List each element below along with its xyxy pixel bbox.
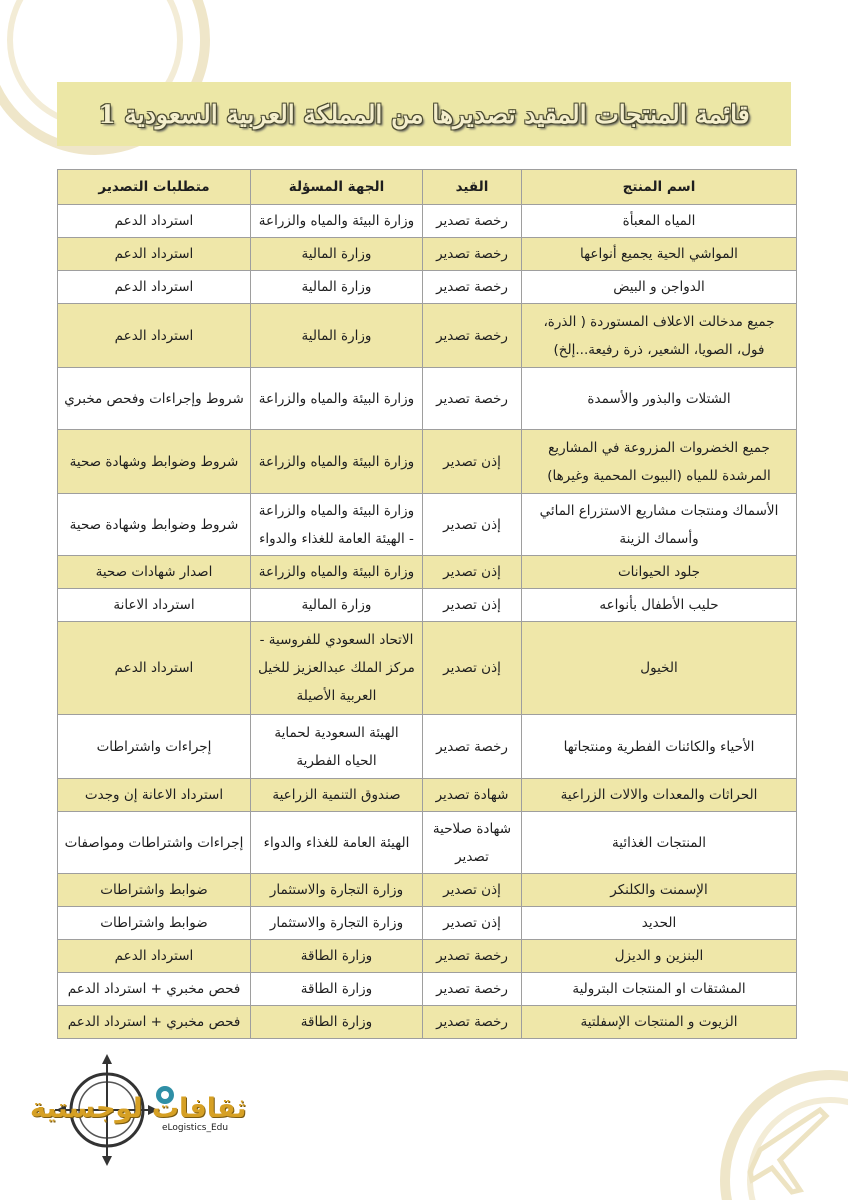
cell-authority: وزارة المالية [251,304,423,368]
table-row [58,238,797,271]
table-row [58,271,797,304]
cell-restriction: رخصة تصدير [423,271,522,304]
cell-product: الشتلات والبذور والأسمدة [522,368,797,430]
table-row [58,940,797,973]
table-row [58,556,797,589]
cell-product: جميع مدخالت الاعلاف المستوردة ( الذرة، فول، الصويا، الشعير، ذرة رفيعة...إلخ) [522,304,797,368]
cell-authority: وزارة البيئة والمياه والزراعة [251,205,423,238]
cell-restriction: إذن تصدير [423,556,522,589]
table-row [58,494,797,556]
cell-restriction: رخصة تصدير [423,304,522,368]
cell-product: جلود الحيوانات [522,556,797,589]
table-row [58,779,797,812]
cell-authority: وزارة البيئة والمياه والزراعة [251,430,423,494]
cell-authority: الهيئة السعودية لحماية الحياه الفطرية [251,715,423,779]
table-row [58,874,797,907]
table-row [58,622,797,715]
cell-authority: وزارة الطاقة [251,973,423,1006]
logo-handle: eLogistics_Edu [162,1123,229,1133]
header-product: اسم المنتج [522,170,797,205]
cell-requirements: شروط وضوابط وشهادة صحية [58,430,251,494]
table-row [58,205,797,238]
table-row [58,973,797,1006]
cell-restriction: رخصة تصدير [423,238,522,271]
cell-product: المواشي الحية يجميع أنواعها [522,238,797,271]
cell-requirements: إجراءات واشتراطات [58,715,251,779]
cell-authority: وزارة الطاقة [251,1006,423,1039]
table-row [58,907,797,940]
cell-restriction: رخصة تصدير [423,973,522,1006]
cell-product: الإسمنت والكلنكر [522,874,797,907]
cell-requirements: ضوابط واشتراطات [58,874,251,907]
cell-restriction: إذن تصدير [423,589,522,622]
header-requirements: متطلبات التصدير [58,170,251,205]
cell-requirements: إجراءات واشتراطات ومواصفات [58,812,251,874]
cell-product: حليب الأطفال بأنواعه [522,589,797,622]
table-row [58,812,797,874]
cell-restriction: إذن تصدير [423,430,522,494]
cell-requirements: اصدار شهادات صحية [58,556,251,589]
cell-product: الحراثات والمعدات والالات الزراعية [522,779,797,812]
cell-authority: وزارة المالية [251,271,423,304]
cell-product: الأحياء والكائنات الفطرية ومنتجاتها [522,715,797,779]
cell-product: الدواجن و البيض [522,271,797,304]
decorative-circle-bottom-right [700,1040,848,1200]
cell-requirements: استرداد الاعانة إن وجدت [58,779,251,812]
cell-authority: وزارة الطاقة [251,940,423,973]
cell-requirements: استرداد الدعم [58,940,251,973]
table-row [58,589,797,622]
airplane-icon [750,1110,826,1192]
cell-restriction: رخصة تصدير [423,940,522,973]
cell-restriction: رخصة تصدير [423,368,522,430]
cell-product: الحديد [522,907,797,940]
cell-requirements: استرداد الدعم [58,205,251,238]
cell-authority: وزارة المالية [251,589,423,622]
cell-authority: وزارة التجارة والاستثمار [251,874,423,907]
cell-requirements: ضوابط واشتراطات [58,907,251,940]
cell-authority: وزارة المالية [251,238,423,271]
table-row [58,1006,797,1039]
logo-name: ثقافات لوجستية [30,1093,247,1124]
cell-restriction: إذن تصدير [423,874,522,907]
cell-authority: وزارة البيئة والمياه والزراعة - الهيئة العامة للغذاء والدواء [251,494,423,556]
title-banner [57,82,791,146]
cell-requirements: فحص مخبري + استرداد الدعم [58,973,251,1006]
cell-product: المنتجات الغذائية [522,812,797,874]
cell-product: الخيول [522,622,797,715]
cell-product: جميع الخضروات المزروعة في المشاريع المرشدة للمياه (البيوت المحمية وغيرها) [522,430,797,494]
cell-requirements: استرداد الاعانة [58,589,251,622]
cell-restriction: شهادة صلاحية تصدير [423,812,522,874]
cell-requirements: استرداد الدعم [58,622,251,715]
header-authority: الجهة المسؤلة [251,170,423,205]
cell-requirements: شروط وإجراءات وفحص مخبري [58,368,251,430]
cell-requirements: شروط وضوابط وشهادة صحية [58,494,251,556]
cell-requirements: استرداد الدعم [58,304,251,368]
table-row [58,304,797,368]
cell-restriction: شهادة تصدير [423,779,522,812]
cell-authority: وزارة البيئة والمياه والزراعة [251,556,423,589]
cell-restriction: رخصة تصدير [423,205,522,238]
cell-requirements: استرداد الدعم [58,271,251,304]
table-row [58,715,797,779]
table-row [58,368,797,430]
cell-authority: وزارة التجارة والاستثمار [251,907,423,940]
header-restriction: القيد [423,170,522,205]
table-row [58,430,797,494]
cell-restriction: إذن تصدير [423,907,522,940]
cell-authority: وزارة البيئة والمياه والزراعة [251,368,423,430]
cell-authority: الاتحاد السعودي للفروسية - مركز الملك عبدالعزيز للخيل العربية الأصيلة [251,622,423,715]
cell-restriction: رخصة تصدير [423,1006,522,1039]
cell-requirements: استرداد الدعم [58,238,251,271]
cell-product: البنزين و الديزل [522,940,797,973]
cell-authority: الهيئة العامة للغذاء والدواء [251,812,423,874]
page-title: قائمة المنتجات المقيد تصديرها من المملكة العربية السعودية 1 [98,99,750,129]
restricted-products-table [57,169,797,1039]
cell-product: الزيوت و المنتجات الإسفلتية [522,1006,797,1039]
cell-product: الأسماك ومنتجات مشاريع الاستزراع المائي وأسماك الزينة [522,494,797,556]
cell-restriction: إذن تصدير [423,622,522,715]
cell-authority: صندوق التنمية الزراعية [251,779,423,812]
cell-product: المشتقات او المنتجات البترولية [522,973,797,1006]
table-header-row [58,170,797,205]
cell-product: المياه المعبأة [522,205,797,238]
cell-requirements: فحص مخبري + استرداد الدعم [58,1006,251,1039]
cell-restriction: رخصة تصدير [423,715,522,779]
cell-restriction: إذن تصدير [423,494,522,556]
